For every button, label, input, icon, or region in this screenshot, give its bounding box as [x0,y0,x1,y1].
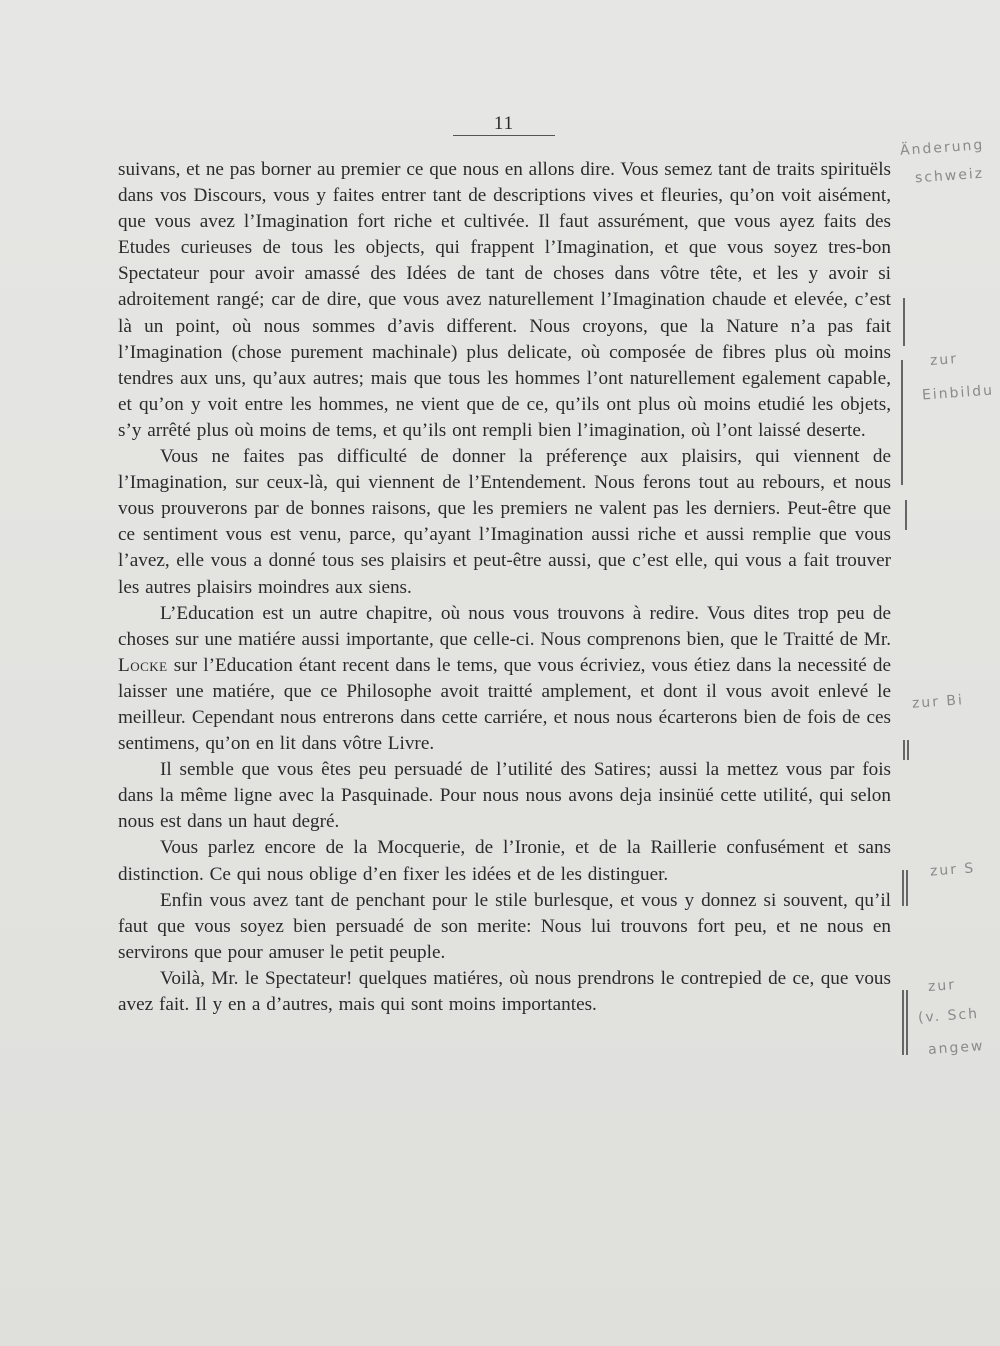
margin-mark-6a [902,990,904,1055]
paragraph-6: Enfin vous avez tant de penchant pour le stile burlesque, et vous y donnez si souvent, qu’il faut que vous soyez bien persuadé de son merite: Nous lui trouvons fort peu, et ne nous en servirons que pour amuser le petit peuple. [118,889,891,963]
page-number: 11 [493,113,515,134]
paragraph-3-part-2: sur l’Education étant recent dans le tems, que vous écriviez, vous étiez dans la necessité de laisser une matiére, que ce Philosophe avoit traitté amplement, et dont il vous avoit enlevé le meilleur. Cependant nous entrerons dans cette carriére, et nous nous écarterons bien de fois de ces sentimens, qu’on en lit dans vôtre Livre. [118,654,891,755]
margin-note-5b: (v. Sch [917,1005,980,1027]
margin-note-5c: angew [927,1038,985,1058]
paragraph-5: Vous parlez encore de la Mocquerie, de l’Ironie, et de la Raillerie confusément et sans distinction. Ce qui nous oblige d’en fixer les idées et de les distinguer. [118,837,891,885]
margin-mark-2 [901,360,903,485]
margin-note-2b: Einbildu [921,382,995,404]
paragraph-1: suivans, et ne pas borner au premier ce que nous en allons dire. Vous semez tant de traits spirituëls dans vos Discours, vous y faites entrer tant de descriptions vives et fleuries, qu’on voit aisément, que vous avez l’Imagination fort riche et cultivée. Il faut assurément, que vous ayez faits des Etudes curieuses de tous les objects, qui frappent l’Imagination, et que vous soyez tres-bon Spectateur pour avoir amassé des Idées de tant de choses dans vôtre tête, et les y avoir si adroitement rangé; car de dire, que vous avez naturellement l’Imagination chaude et elevée, c’est là un point, où nous sommes d’avis different. Nous croyons, que la Nature n’a pas fait l’Imagination (chose purement machinale) plus delicate, où composée de fibres plus où moins tendres aux uns, qu’aux autres; mais que tous les hommes l’ont naturellement egalement capable, et qu’on y voit entre les hommes, ne vient que de ce, qu’ils ont plus où moins etudié les objets, s’y arrêté plus où moins de tems, et qu’ils ont rempli bien l’imagination, où l’ont laissé deserte. [118,159,891,441]
margin-note-4: zur S [929,860,976,880]
page-number-rule [453,135,555,136]
paragraph-3 [118,601,891,758]
paragraph-7: Voilà, Mr. le Spectateur! quelques matiéres, où nous prendrons le contrepied de ce, que vous avez fait. Il y en a d’autres, mais qui sont moins importantes. [118,967,891,1015]
margin-note-5a: zur [927,977,957,995]
margin-mark-1 [903,298,905,346]
margin-mark-3 [905,500,907,530]
margin-note-3: zur Bi [911,692,965,712]
margin-note-2a: zur [929,351,959,369]
margin-note-1a: Änderung [899,137,985,159]
margin-mark-5a [902,870,904,906]
paragraph-2: Vous ne faites pas difficulté de donner la préferençe aux plaisirs, qui viennent de l’Imagination, sur ceux-là, qui viennent de l’Entendement. Nous ferons tout au rebours, et nous vous prouverons par de bonnes raisons, que les premiers ne valent pas les derniers. Peut-être que ce sentiment vous est venu, parce, qu’ayant l’Imagination aussi riche et aussi remplie que vous l’avez, elle vous a donné tous ses plaisirs et peut-être aussi, que c’est elle, qui vous a fait trouver les autres plaisirs moindres aux siens. [118,446,891,598]
margin-mark-4a [903,740,905,760]
margin-note-1b: schweiz [914,165,985,187]
paragraph-3-part-1: L’Education est un autre chapitre, où nous vous trouvons à redire. Vous dites trop peu de choses sur une matiére aussi importante, que celle-ci. Nous comprenons bien, que le Traitté de Mr. [118,602,891,650]
margin-mark-6b [906,990,908,1055]
margin-mark-5b [906,870,908,906]
margin-mark-4b [907,740,909,760]
paragraph-4: Il semble que vous êtes peu persuadé de l’utilité des Satires; aussi la mettez vous par fois dans la même ligne avec la Pasquinade. Pour nous nous avons deja insinüé cette utilité, qui selon nous est dans un haut degré. [118,759,891,833]
locke-name: Locke [118,654,168,676]
body-text [118,157,891,1018]
